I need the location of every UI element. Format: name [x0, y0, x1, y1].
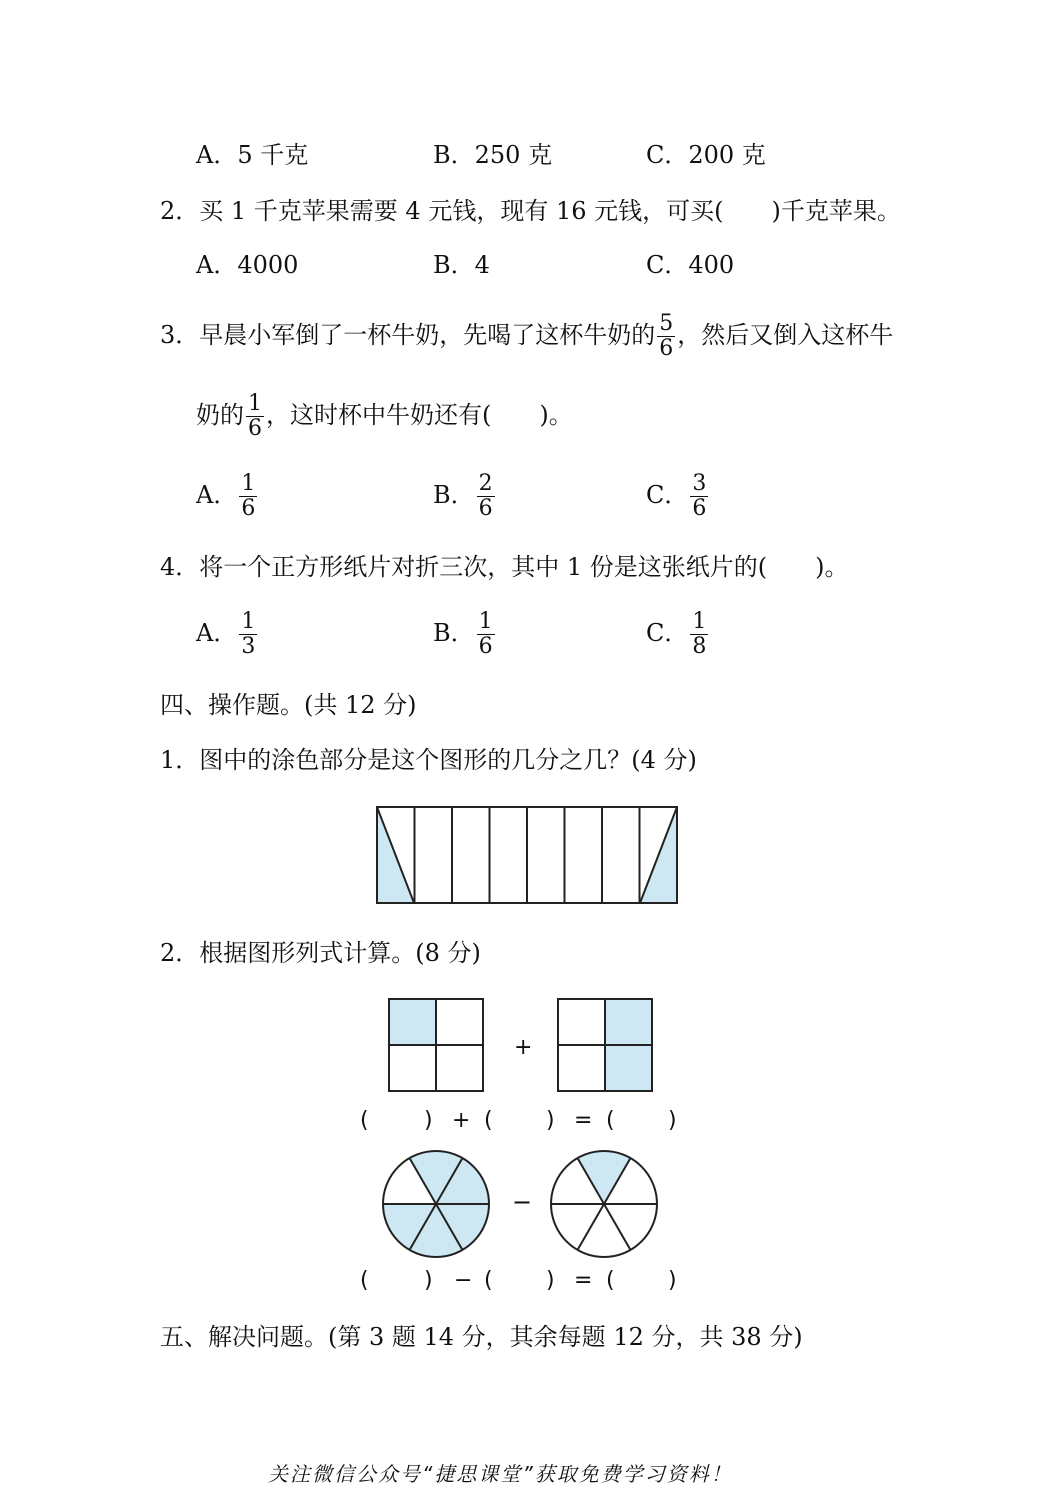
- circle-four-sixths-figure: [378, 1146, 494, 1262]
- section-5-title: 五、解决问题。(第 3 题 14 分，其余每题 12 分，共 38 分): [160, 1323, 803, 1351]
- section-4-title: 四、操作题。(共 12 分): [160, 691, 417, 719]
- circle-one-sixth-figure: [546, 1146, 662, 1262]
- section-4-problem-1: 1．图中的涂色部分是这个图形的几分之几？(4 分): [160, 746, 697, 774]
- q3-text-2: ，然后又倒入这杯牛: [677, 321, 894, 349]
- q2-option-a: A．4000: [196, 251, 299, 279]
- option-a: A．5 千克: [196, 141, 309, 169]
- shaded-sector: [578, 1151, 631, 1204]
- q2-option-b: B．4: [433, 251, 490, 279]
- fraction-1-6: $\frac{1}{6}$: [248, 391, 262, 441]
- q3-option-a: A． $\frac{1}{6}$: [196, 471, 256, 521]
- question-2: 2．买 1 千克苹果需要 4 元钱，现有 16 元钱，可买( )千克苹果。: [160, 197, 901, 225]
- shaded-quarter: [389, 999, 436, 1045]
- option-b: B．250 克: [433, 141, 553, 169]
- option-c: C．200 克: [646, 141, 766, 169]
- equation-row-2: ( ) − ( ) = ( ): [360, 1268, 677, 1293]
- q3-text-1: 3．早晨小军倒了一杯牛奶，先喝了这杯牛奶的: [160, 321, 656, 349]
- q4-option-b: B． $\frac{1}{6}$: [433, 609, 493, 659]
- q3-option-b: B． $\frac{2}{6}$: [433, 471, 493, 521]
- plus-sign: +: [514, 1035, 533, 1060]
- minus-sign: −: [512, 1188, 533, 1216]
- square-half-figure: [555, 996, 655, 1094]
- q3-text-3: 奶的: [196, 401, 244, 429]
- q4-option-c: C． $\frac{1}{8}$: [646, 609, 707, 659]
- question-3-line-2: [196, 392, 573, 441]
- question-3-line-1: [160, 312, 893, 361]
- section-4-problem-2: 2．根据图形列式计算。(8 分): [160, 939, 481, 967]
- q4-option-a: A． $\frac{1}{3}$: [196, 609, 256, 659]
- equation-row-1: ( ) + ( ) = ( ): [360, 1108, 677, 1133]
- question-4: 4．将一个正方形纸片对折三次，其中 1 份是这张纸片的( )。: [160, 553, 849, 581]
- footer-notice: 关注微信公众号“捷思课堂”获取免费学习资料！: [268, 1462, 733, 1486]
- q3-option-c: C． $\frac{3}{6}$: [646, 471, 707, 521]
- q3-text-4: ，这时杯中牛奶还有( )。: [266, 401, 573, 429]
- fraction-5-6: $\frac{5}{6}$: [659, 311, 674, 361]
- strip-rectangle-figure: [370, 800, 682, 910]
- square-quarter-figure: [386, 996, 486, 1094]
- q2-option-c: C．400: [646, 251, 735, 279]
